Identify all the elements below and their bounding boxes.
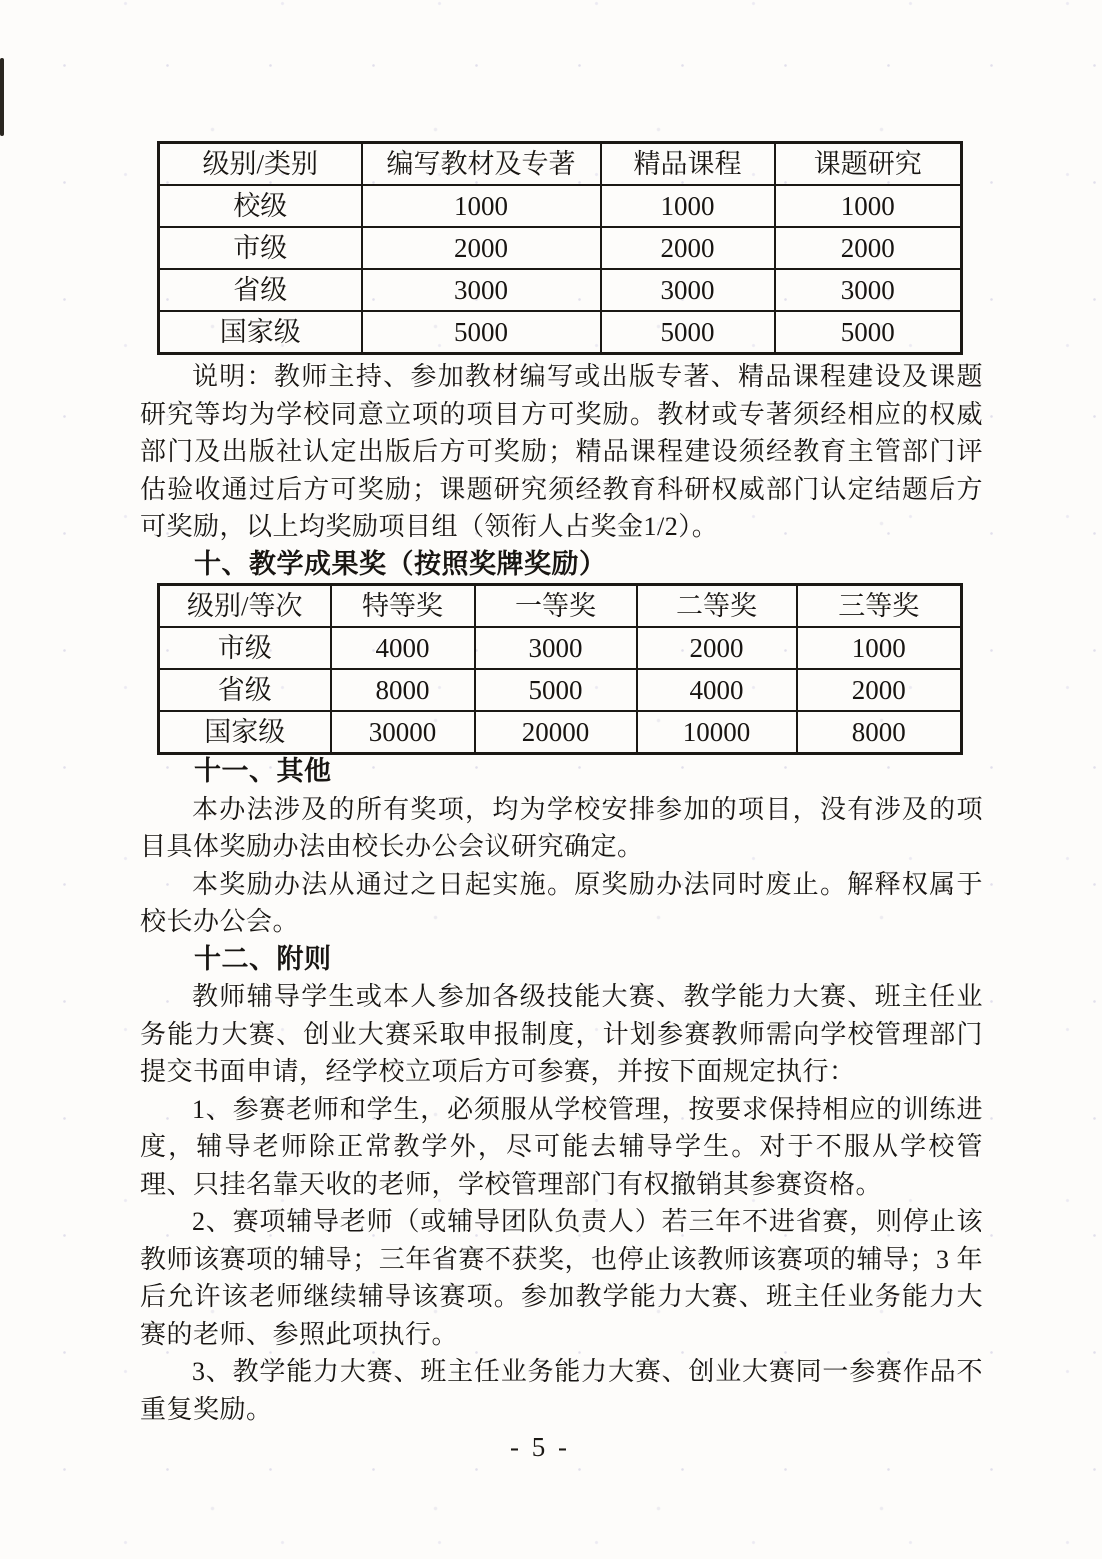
table-row-school bbox=[159, 185, 962, 227]
document-content bbox=[140, 0, 983, 1428]
table-cell: 国家级 bbox=[159, 311, 362, 354]
header-cell-research: 课题研究 bbox=[775, 143, 962, 186]
header-cell-grand-prize: 特等奖 bbox=[331, 585, 475, 628]
table-cell: 省级 bbox=[159, 669, 331, 711]
award-table-projects bbox=[157, 141, 963, 355]
table-row-province bbox=[159, 269, 962, 311]
table-header-row bbox=[159, 585, 962, 628]
section-twelve-intro: 教师辅导学生或本人参加各级技能大赛、教学能力大赛、班主任业务能力大赛、创业大赛采取申报制度，计划参赛教师需向学校管理部门提交书面申请，经学校立项后方可参赛，并按下面规定执行： bbox=[140, 982, 983, 1086]
section-twelve-item-1: 1、参赛老师和学生，必须服从学校管理，按要求保持相应的训练进度，辅导老师除正常教学外，尽可能去辅导学生。对于不服从学校管理、只挂名靠天收的老师，学校管理部门有权撤销其参赛资格。 bbox=[140, 1094, 983, 1199]
table-header-row bbox=[159, 143, 962, 186]
table-cell: 国家级 bbox=[159, 711, 331, 754]
table-cell: 20000 bbox=[475, 711, 637, 754]
table-row-city bbox=[159, 627, 962, 669]
table-row-province bbox=[159, 669, 962, 711]
table-cell: 2000 bbox=[601, 227, 775, 269]
table-cell: 市级 bbox=[159, 627, 331, 669]
table-cell: 5000 bbox=[362, 311, 601, 354]
table-cell: 3000 bbox=[475, 627, 637, 669]
table-row-city bbox=[159, 227, 962, 269]
table-cell: 市级 bbox=[159, 227, 362, 269]
table-cell: 8000 bbox=[797, 711, 962, 754]
section-twelve-item-2: 2、赛项辅导老师（或辅导团队负责人）若三年不进省赛，则停止该教师该赛项的辅导；三年省赛不获奖，也停止该教师该赛项的辅导；3 年后允许该老师继续辅导该赛项。参加教学能力大赛、班主任业务能力大赛的老师、参照此项执行。 bbox=[140, 1207, 983, 1349]
header-cell-level-rank: 级别/等次 bbox=[159, 585, 331, 628]
table-cell: 省级 bbox=[159, 269, 362, 311]
section-ten-heading: 十、教学成果奖（按照奖牌奖励） bbox=[194, 548, 607, 579]
table-cell: 5000 bbox=[775, 311, 962, 354]
table-cell: 2000 bbox=[775, 227, 962, 269]
table-cell: 10000 bbox=[637, 711, 797, 754]
table-cell: 1000 bbox=[362, 185, 601, 227]
section-twelve-heading: 十二、附则 bbox=[194, 943, 332, 974]
table-cell: 1000 bbox=[601, 185, 775, 227]
header-cell-level-type: 级别/类别 bbox=[159, 143, 362, 186]
table-cell: 4000 bbox=[331, 627, 475, 669]
header-cell-second-prize: 二等奖 bbox=[637, 585, 797, 628]
table-cell: 30000 bbox=[331, 711, 475, 754]
table-cell: 8000 bbox=[331, 669, 475, 711]
scan-edge-artifact bbox=[0, 58, 4, 136]
award-table-achievements bbox=[157, 583, 963, 755]
header-cell-textbook: 编写教材及专著 bbox=[362, 143, 601, 186]
header-cell-course: 精品课程 bbox=[601, 143, 775, 186]
table-row-national bbox=[159, 711, 962, 754]
table-cell: 3000 bbox=[601, 269, 775, 311]
table-cell: 校级 bbox=[159, 185, 362, 227]
table-cell: 4000 bbox=[637, 669, 797, 711]
table-row-national bbox=[159, 311, 962, 354]
table-cell: 1000 bbox=[775, 185, 962, 227]
header-cell-first-prize: 一等奖 bbox=[475, 585, 637, 628]
table-cell: 2000 bbox=[362, 227, 601, 269]
section-eleven-heading: 十一、其他 bbox=[194, 756, 332, 786]
section-twelve-item-3: 3、教学能力大赛、班主任业务能力大赛、创业大赛同一参赛作品不重复奖励。 bbox=[140, 1357, 983, 1424]
table-cell: 5000 bbox=[601, 311, 775, 354]
table-cell: 2000 bbox=[797, 669, 962, 711]
header-cell-third-prize: 三等奖 bbox=[797, 585, 962, 628]
table-cell: 1000 bbox=[797, 627, 962, 669]
section-eleven-paragraph-2: 本奖励办法从通过之日起实施。原奖励办法同时废止。解释权属于校长办公会。 bbox=[140, 869, 983, 936]
page-number: - 5 - bbox=[510, 1432, 570, 1462]
table-cell: 3000 bbox=[362, 269, 601, 311]
table-cell: 2000 bbox=[637, 627, 797, 669]
table-cell: 3000 bbox=[775, 269, 962, 311]
section-eleven-paragraph-1: 本办法涉及的所有奖项，均为学校安排参加的项目，没有涉及的项目具体奖励办法由校长办公会议研究确定。 bbox=[140, 794, 983, 861]
table-cell: 5000 bbox=[475, 669, 637, 711]
note-paragraph: 说明：教师主持、参加教材编写或出版专著、精品课程建设及课题研究等均为学校同意立项的项目方可奖励。教材或专著须经相应的权威部门及出版社认定出版后方可奖励；精品课程建设须经教育主管部门评估验收通过后方可奖励；课题研究须经教育科研权威部门认定结题后方可奖励，以上均奖励项目组（领衔人占奖金1/2）。 bbox=[140, 362, 983, 541]
